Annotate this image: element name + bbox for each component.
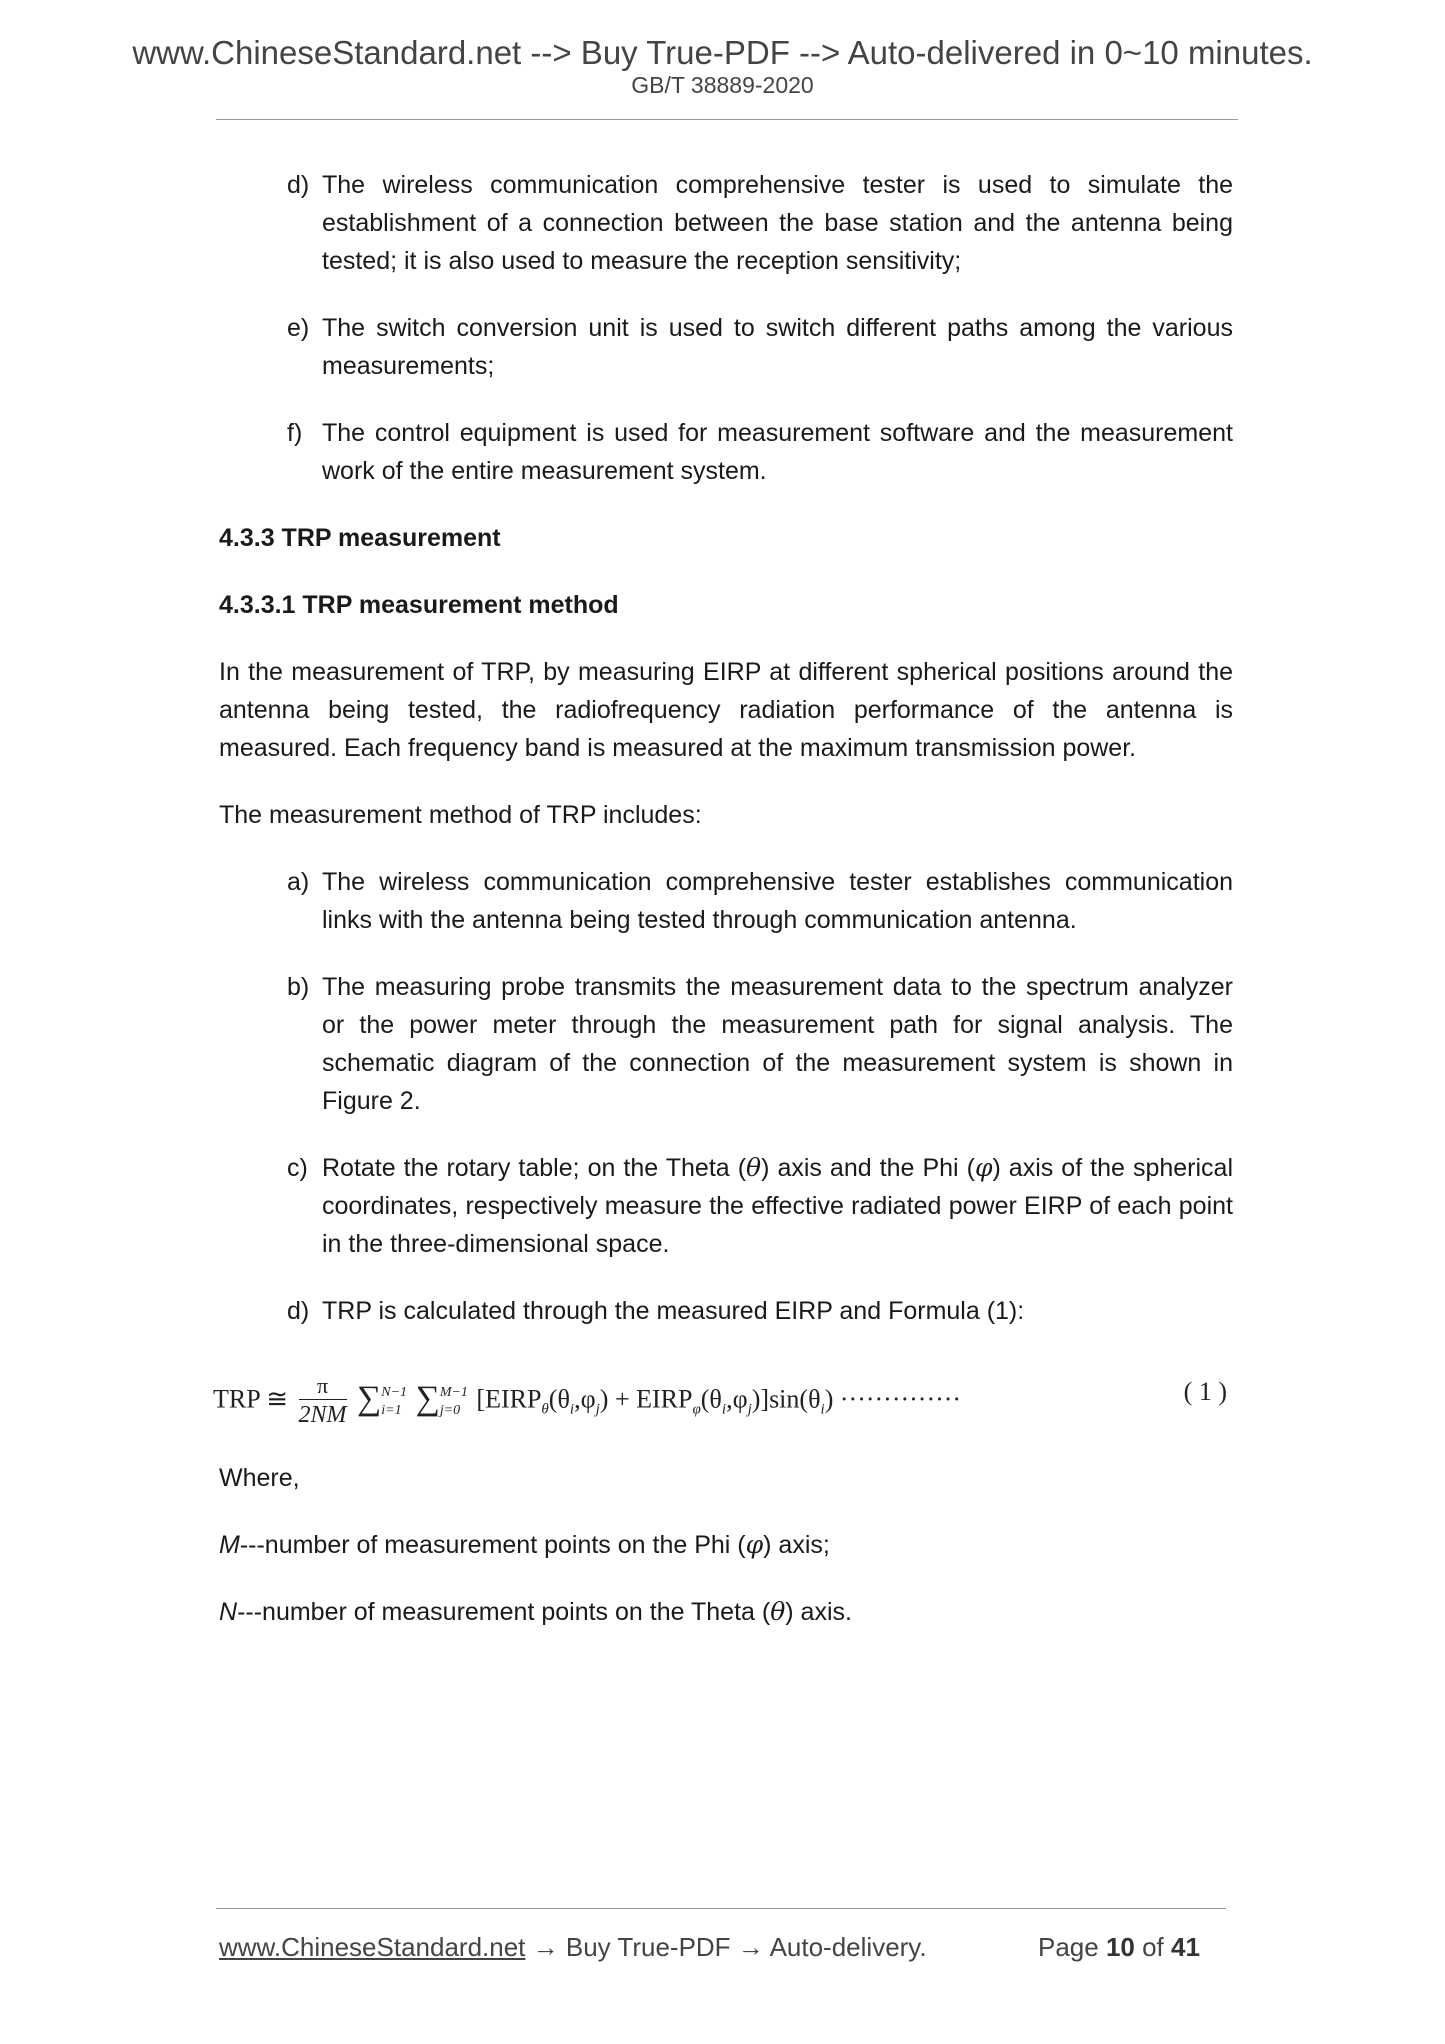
list-text: The wireless communication comprehensive tester is used to simulate the establishment of a connection between the base station and the antenna being tested; it is also used to measure the reception sensitivity; [322,171,1233,275]
header-banner: www.ChineseStandard.net --> Buy True-PDF --> Auto-delivered in 0~10 minutes. [132,34,1313,71]
list-text: The control equipment is used for measurement software and the measurement work of the entire measurement system. [322,419,1233,485]
list-label: e) [287,314,310,342]
footer-links: www.ChineseStandard.net → Buy True-PDF → Auto-delivery. [219,1932,927,1962]
list-item-d2 [219,1292,1233,1330]
formula-leader: ·············· [839,1384,962,1414]
list-label: a) [287,868,310,896]
section-heading: 4.3.3 TRP measurement [219,524,501,552]
definition-n: N---number of measurement points on the Theta (θ) axis. [219,1597,852,1626]
formula-fraction: $\frac{\pi}{2NM}$ [298,1373,347,1428]
list-text: The wireless communication comprehensive tester establishes communication links with the antenna being tested through communication antenna. [322,868,1233,934]
trp-formula: TRP ≅ $\frac{\pi}{2NM}$ ∑ N−1 i=1 ∑ M−1 j=0 [$EIRP_\theta(\theta_i,\varphi_j)$ + $EIRP_\varphi(\theta_i,\varphi_j)]\sin(\theta_i)$ ·············· ( 1 ) [213,1373,1227,1428]
page-total: 41 [1171,1932,1200,1962]
list-text: The measuring probe transmits the measurement data to the spectrum analyzer or the power meter through the measurement path for signal analysis. The schematic diagram of the connection of the measurement system is shown in Figure 2. [322,973,1233,1115]
list-item-d1 [219,166,1233,280]
list-item-a [219,863,1233,939]
page-number: 10 [1105,1932,1135,1962]
list-label: b) [287,973,310,1001]
phi-symbol: φ [974,1153,993,1182]
paragraph: In the measurement of TRP, by measuring EIRP at different spherical positions around the antenna being tested, the radiofrequency radiation performance of the antenna is measured. Each frequency band is measured at the maximum transmission power. [219,658,1233,762]
header-divider [216,119,1238,120]
theta-symbol: θ [746,1153,762,1182]
list-text: Rotate the rotary table; on the Theta (θ) axis and the Phi (φ) axis of the spherical coordinates, respectively measure the effective radiated power EIRP of each point in the three-dimensional space. [322,1153,1233,1258]
formula-number: ( 1 ) [1183,1377,1227,1406]
list-label: d) [287,1297,310,1325]
theta-symbol: θ [770,1597,786,1626]
definition-m: M---number of measurement points on the Phi (φ) axis; [219,1530,830,1559]
list-item-f [219,414,1233,490]
page-indicator: Page 10 of 41 [1038,1932,1200,1962]
sum-sign: ∑ [357,1380,382,1418]
site-link[interactable]: www.ChineseStandard.net [219,1932,526,1962]
list-text: TRP is calculated through the measured EIRP and Formula (1): [322,1297,1025,1325]
standard-number: GB/T 38889-2020 [631,72,814,98]
list-label: c) [287,1154,308,1182]
list-label: d) [287,171,310,199]
list-item-e [219,309,1233,385]
where-label: Where, [219,1464,300,1492]
list-item-c [219,1149,1233,1263]
formula-lhs: TRP ≅ [213,1384,289,1414]
list-label: f) [287,419,303,447]
page-content [213,166,1233,1660]
footer-divider [216,1908,1226,1909]
paragraph: The measurement method of TRP includes: [219,801,702,829]
list-text: The switch conversion unit is used to switch different paths among the various measurements; [322,314,1233,380]
subsection-heading: 4.3.3.1 TRP measurement method [219,591,619,619]
phi-symbol: φ [745,1530,764,1559]
sum-sign: ∑ [415,1380,440,1418]
list-item-b [219,968,1233,1120]
